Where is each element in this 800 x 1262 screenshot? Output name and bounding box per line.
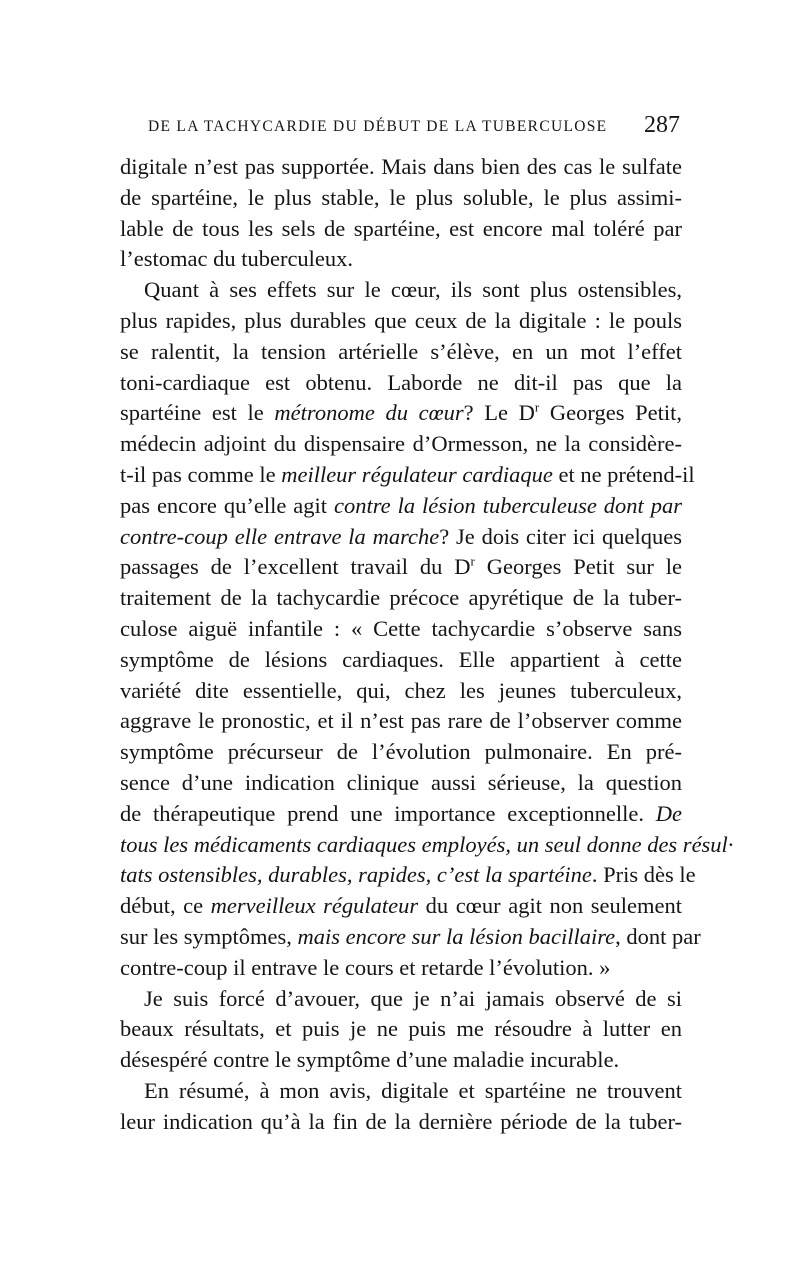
- text-line: [120, 152, 682, 183]
- text-line: [120, 984, 682, 1015]
- text-line: [120, 552, 682, 583]
- text-segment: début, ce: [120, 893, 211, 919]
- text-segment: traitement de la tachycardie précoce apyrétique de la tuber-: [120, 585, 682, 611]
- text-line: [120, 337, 682, 368]
- text-line: [120, 583, 682, 614]
- italic-text: tous les médicaments cardiaques employés, un seul donne des résul·: [120, 831, 734, 857]
- superscript: r: [470, 553, 475, 569]
- text-segment: Georges Petit sur le: [474, 554, 682, 580]
- italic-text: mais encore sur la lésion bacillaire: [297, 923, 616, 949]
- text-line: [120, 645, 682, 676]
- text-segment: beaux résultats, et puis je ne puis me résoudre à lutter en: [120, 1016, 682, 1042]
- text-segment: culose aiguë infantile : « Cette tachycardie s’observe sans: [120, 615, 682, 641]
- text-line: [120, 799, 682, 830]
- text-segment: leur indication qu’à la fin de la dernière période de la tuber-: [120, 1108, 682, 1134]
- text-segment: se ralentit, la tension artérielle s’élève, en un mot l’effet: [120, 338, 682, 364]
- text-segment: aggrave le pronostic, et il n’est pas rare de l’observer comme: [120, 708, 682, 734]
- text-segment: variété dite essentielle, qui, chez les jeunes tuberculeux,: [120, 677, 682, 703]
- text-segment: passages de l’excellent travail du D: [120, 554, 471, 580]
- text-segment: contre-coup il entrave le cours et retarde l’évolution. »: [120, 954, 611, 980]
- text-segment: pas encore qu’elle agit: [120, 492, 334, 518]
- text-line: [120, 953, 682, 984]
- body-text: [120, 152, 734, 1138]
- text-line: [120, 891, 682, 922]
- text-segment: désespéré contre le symptôme d’une maladie incurable.: [120, 1047, 620, 1073]
- text-segment: sur les symptômes,: [120, 923, 298, 949]
- running-title: DE LA TACHYCARDIE DU DÉBUT DE LA TUBERCULOSE: [148, 118, 608, 135]
- text-line: [120, 244, 682, 275]
- text-line: [120, 1045, 682, 1076]
- text-line: [120, 1107, 682, 1138]
- text-segment: du cœur agit non seulement: [418, 893, 682, 919]
- italic-text: contre-coup elle entrave la marche: [120, 523, 440, 549]
- italic-text: De: [655, 800, 682, 826]
- text-segment: digitale n’est pas supportée. Mais dans bien des cas le sulfate: [120, 154, 682, 179]
- italic-text: métronome du cœur: [274, 400, 464, 426]
- text-segment: symptôme de lésions cardiaques. Elle appartient à cette: [120, 646, 682, 672]
- text-segment: l’estomac du tuberculeux.: [120, 246, 354, 272]
- italic-text: tats ostensibles, durables, rapides, c’est la spartéine: [120, 862, 592, 888]
- text-line: [120, 1076, 682, 1107]
- text-line: [120, 706, 682, 737]
- text-segment: t-il pas comme le: [120, 461, 282, 487]
- italic-text: merveilleux régulateur: [210, 893, 419, 919]
- text-line: [120, 1014, 682, 1045]
- text-segment: plus rapides, plus durables que ceux de la digitale : le pouls: [120, 307, 682, 333]
- italic-text: meilleur régulateur cardiaque: [281, 461, 553, 487]
- text-line: [120, 830, 734, 861]
- text-segment: spartéine est le: [120, 400, 275, 426]
- text-line: [120, 460, 695, 491]
- text-segment: sence d’une indication clinique aussi sérieuse, la question: [120, 769, 682, 795]
- text-segment: de thérapeutique prend une importance exceptionnelle.: [120, 800, 656, 826]
- running-header: [120, 112, 680, 142]
- text-segment: ? Je dois citer ici quelques: [439, 523, 682, 549]
- page-number: 287: [644, 112, 680, 138]
- text-segment: symptôme précurseur de l’évolution pulmonaire. En pré-: [120, 739, 682, 765]
- text-line: [120, 737, 682, 768]
- text-segment: . Pris dès le: [591, 862, 696, 888]
- text-segment: En résumé, à mon avis, digitale et spartéine ne trouvent: [144, 1077, 682, 1103]
- text-segment: de spartéine, le plus stable, le plus soluble, le plus assimi-: [120, 184, 682, 210]
- text-segment: Georges Petit,: [539, 400, 682, 426]
- text-line: [120, 768, 682, 799]
- text-segment: médecin adjoint du dispensaire d’Ormesson, ne la considère-: [120, 431, 682, 457]
- text-line: [120, 614, 682, 645]
- text-segment: , dont par: [615, 923, 701, 949]
- text-segment: toni-cardiaque est obtenu. Laborde ne dit-il pas que la: [120, 369, 682, 395]
- text-line: [120, 214, 682, 245]
- text-segment: Quant à ses effets sur le cœur, ils sont plus ostensibles,: [144, 277, 682, 303]
- text-line: [120, 368, 682, 399]
- text-segment: et ne prétend-il: [552, 461, 695, 487]
- text-segment: Je suis forcé d’avouer, que je n’ai jamais observé de si: [144, 985, 682, 1011]
- text-line: [120, 860, 696, 891]
- text-line: [120, 429, 682, 460]
- text-line: [120, 398, 682, 429]
- italic-text: contre la lésion tuberculeuse dont par: [333, 492, 683, 518]
- text-line: [120, 275, 682, 306]
- text-line: [120, 522, 682, 553]
- text-line: [120, 491, 682, 522]
- text-line: [120, 306, 682, 337]
- text-segment: ? Le D: [463, 400, 535, 426]
- text-line: [120, 922, 701, 953]
- text-segment: lable de tous les sels de spartéine, est encore mal toléré par: [120, 215, 682, 241]
- text-line: [120, 676, 682, 707]
- text-line: [120, 183, 682, 214]
- superscript: r: [534, 399, 540, 415]
